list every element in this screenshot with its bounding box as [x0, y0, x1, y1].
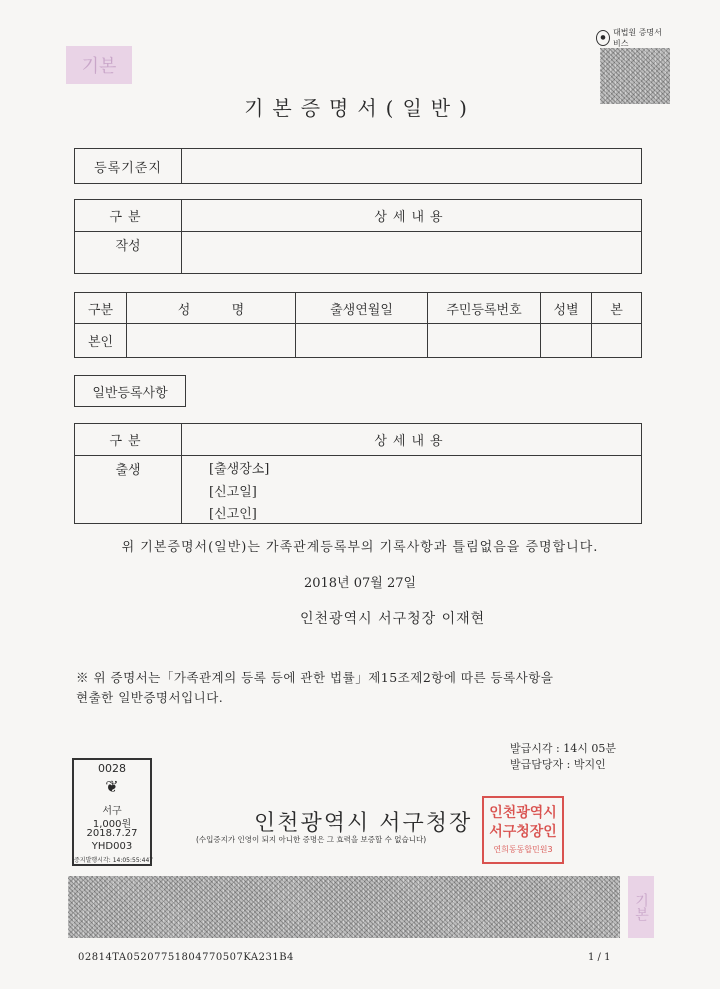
revenue-stamp-date: 2018.7.27 — [86, 828, 138, 839]
detail-item-birthplace: [출생장소] — [209, 462, 270, 477]
seal-line-1: 인천광역시 — [489, 805, 557, 821]
record-row-label: 작성 — [115, 238, 141, 254]
registration-label: 등록기준지 — [94, 160, 162, 176]
detail-col-type: 구분 — [109, 434, 147, 449]
record-col-detail: 상세내용 — [374, 210, 449, 225]
official-seal — [482, 796, 564, 864]
registration-value — [182, 149, 641, 183]
certification-date: 2018년 07월 27일 — [303, 576, 417, 591]
notice-line-2: 현출한 일반증명서입니다. — [76, 690, 224, 705]
security-pattern — [68, 876, 620, 938]
person-header-origin: 본 — [610, 302, 623, 318]
detail-item-report-date: [신고일] — [209, 485, 257, 500]
watermark-left-text: 기본 — [81, 56, 117, 77]
general-registration-box — [74, 375, 186, 407]
detail-table — [74, 423, 642, 524]
person-header-resident-number: 주민등록번호 — [446, 302, 522, 318]
document-serial: 02814TA052077518047705​07KA231B4 — [78, 952, 294, 963]
record-row-value — [182, 232, 641, 273]
revenue-stamp-number: 0028 — [98, 762, 126, 775]
revenue-stamp-district: 서구 — [102, 806, 122, 817]
page-number: 1 / 1 — [588, 952, 611, 963]
certification-issuer: 인천광역시 서구청장 이재현 — [300, 611, 486, 627]
certification-statement: 위 기본증명서(일반)는 가족관계등록부의 기록사항과 틀림없음을 증명합니다. — [121, 540, 599, 555]
page-title: 기본증명서(일반) — [244, 96, 476, 120]
record-col-type: 구분 — [109, 210, 147, 225]
detail-row-label: 출생 — [115, 462, 141, 478]
seal-line-3: 연희동동합민원3 — [493, 845, 553, 854]
person-header-type: 구분 — [87, 302, 114, 318]
issue-time: 발급시각 : 14시 05분 — [510, 742, 616, 755]
watermark-right-text: 기본 — [633, 893, 649, 921]
court-logo-text: 대법원 증명서비스 — [612, 28, 662, 48]
revenue-stamp-code: YHD003 — [91, 841, 133, 852]
district-emblem-icon: ❦ — [105, 777, 119, 796]
general-registration-label: 일반등록사항 — [92, 385, 168, 401]
person-table — [74, 292, 642, 358]
revenue-stamp-fee: 1,000원 — [92, 819, 132, 830]
seal-line-2: 서구청장인 — [489, 824, 557, 840]
record-table — [74, 199, 642, 274]
office-caption: (수입증지가 인영이 되지 아니한 증명은 그 효력을 보증할 수 없습니다) — [196, 835, 427, 844]
detail-col-detail: 상세내용 — [374, 434, 449, 449]
revenue-stamp — [72, 758, 152, 866]
watermark-right — [628, 876, 654, 938]
court-logo — [596, 30, 668, 46]
notice-line-1: ※ 위 증명서는「가족관계의 등록 등에 관한 법률」제15조제2항에 따른 등록사항을 — [76, 670, 554, 685]
person-header-gender: 성별 — [553, 302, 579, 318]
revenue-stamp-time: 증지발행시각: 14:05:55:447 — [74, 857, 154, 864]
office-name: 인천광역시 서구청장 — [254, 811, 473, 836]
person-header-birth: 출생연월일 — [330, 302, 393, 318]
watermark-left — [66, 46, 132, 84]
registration-box — [74, 148, 642, 184]
issue-officer: 발급담당자 : 박지인 — [510, 758, 606, 771]
person-header-name: 성 명 — [177, 302, 245, 318]
detail-item-reporter: [신고인] — [209, 507, 257, 522]
person-row-label: 본인 — [87, 335, 114, 350]
court-logo-icon: ● — [596, 30, 610, 46]
